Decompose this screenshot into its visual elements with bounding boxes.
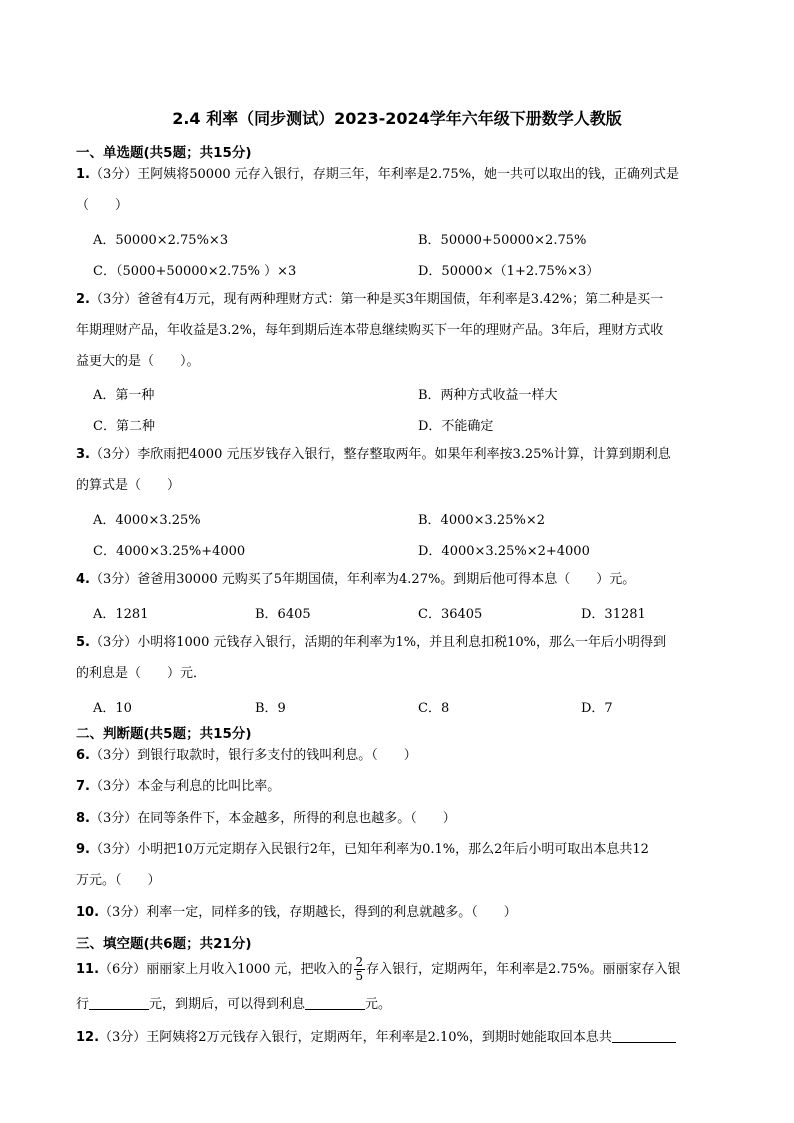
question-number: 12. xyxy=(76,1030,100,1045)
fraction xyxy=(354,956,366,983)
question-text: （3分）王阿姨将50000 元存入银行，存期三年，年利率是2.75%，她一共可以取出的钱，正确列式是 xyxy=(89,167,680,182)
question-number: 11. xyxy=(76,962,100,977)
option-b[interactable]: B．6405 xyxy=(255,607,311,622)
option-c[interactable]: C．36405 xyxy=(418,607,483,622)
question-4 xyxy=(76,564,742,595)
section-heading-true-false: 二、判断题(共5题；共15分) xyxy=(76,726,252,742)
option-c[interactable]: C．8 xyxy=(418,701,450,716)
question-8 xyxy=(76,803,742,834)
question-text: 万元。（ ） xyxy=(76,873,161,888)
question-text: （ ） xyxy=(76,198,129,213)
question-number: 8. xyxy=(76,811,90,826)
question-text: （3分）爸爸用30000 元购买了5年期国债，年利率为4.27%。到期后他可得本息（ ）元。 xyxy=(89,572,636,587)
question-text: （3分）爸爸有4万元，现有两种理财方式：第一种是买3年期国债，年利率是3.42%；第二种是买一 xyxy=(89,292,664,307)
option-a[interactable]: A．4000×3.25% xyxy=(93,513,201,528)
fraction-denominator: 5 xyxy=(355,969,364,983)
option-a[interactable]: A．50000×2.75%×3 xyxy=(93,233,229,248)
option-b[interactable]: B．4000×3.25%×2 xyxy=(418,513,545,528)
question-number: 1. xyxy=(76,167,90,182)
question-9 xyxy=(76,834,742,896)
fraction-numerator: 2 xyxy=(355,955,364,969)
question-text: （3分）小明把10万元定期存入民银行2年，已知年利率为0.1%，那么2年后小明可取出本息共12 xyxy=(89,842,649,857)
question-number: 9. xyxy=(76,842,90,857)
question-3 xyxy=(76,439,742,501)
question-7 xyxy=(76,771,742,802)
question-text: 的利息是（ ）元． xyxy=(76,666,207,681)
question-number: 3. xyxy=(76,447,90,462)
section-heading-single-choice: 一、单选题(共5题；共15分) xyxy=(76,145,252,161)
question-number: 5. xyxy=(76,635,90,650)
question-text: 元，到期后，可以得到利息 xyxy=(149,997,306,1012)
question-text: （3分）利率一定，同样多的钱，存期越长，得到的利息就越多。（ ） xyxy=(99,905,517,920)
question-5 xyxy=(76,627,742,689)
option-a[interactable]: A．1281 xyxy=(93,607,149,622)
option-b[interactable]: B．50000+50000×2.75% xyxy=(418,233,587,248)
answer-blank[interactable] xyxy=(612,1028,676,1043)
question-number: 2. xyxy=(76,292,90,307)
option-d[interactable]: D．31281 xyxy=(581,607,646,622)
question-1 xyxy=(76,159,742,221)
question-2 xyxy=(76,284,742,377)
question-11 xyxy=(76,954,742,1020)
answer-blank[interactable] xyxy=(305,995,365,1010)
section-heading-fill-blank: 三、填空题(共6题；共21分) xyxy=(76,936,252,952)
option-d[interactable]: D．50000×（1+2.75%×3） xyxy=(418,264,600,279)
question-text: （6分）丽丽家上月收入1000 元，把收入的 xyxy=(99,962,353,977)
question-text: 的算式是（ ） xyxy=(76,478,181,493)
question-text: （3分）小明将1000 元钱存入银行，活期的年利率为1%，并且利息扣税10%，那么一年后小明得到 xyxy=(89,635,666,650)
option-a[interactable]: A．第一种 xyxy=(93,388,155,403)
question-number: 4. xyxy=(76,572,90,587)
question-number: 6. xyxy=(76,748,90,763)
option-b[interactable]: B．9 xyxy=(255,701,286,716)
option-d[interactable]: D．7 xyxy=(581,701,613,716)
option-c[interactable]: C．4000×3.25%+4000 xyxy=(93,544,246,559)
option-c[interactable]: C．第二种 xyxy=(93,419,155,434)
option-d[interactable]: D．不能确定 xyxy=(418,419,494,434)
question-6 xyxy=(76,740,742,771)
option-b[interactable]: B．两种方式收益一样大 xyxy=(418,388,558,403)
question-number: 7. xyxy=(76,779,90,794)
option-d[interactable]: D．4000×3.25%×2+4000 xyxy=(418,544,590,559)
question-text: （3分）王阿姨将2万元钱存入银行，定期两年，年利率是2.10%，到期时她能取回本息共 xyxy=(99,1030,612,1045)
question-10 xyxy=(76,897,742,928)
question-text: 益更大的是（ ）。 xyxy=(76,354,200,369)
question-number: 10. xyxy=(76,905,100,920)
question-text: （3分）李欣雨把4000 元压岁钱存入银行，整存整取两年。如果年利率按3.25%计算，计算到期利息 xyxy=(89,447,671,462)
question-text: （3分）在同等条件下，本金越多，所得的利息也越多。（ ） xyxy=(89,811,456,826)
question-text: 行 xyxy=(76,997,90,1012)
question-text: 年期理财产品，年收益是3.2%，每年到期后连本带息继续购买下一年的理财产品。3年后，理财方式收 xyxy=(76,323,664,338)
question-text: （3分）本金与利息的比叫比率。 xyxy=(89,779,281,794)
question-text: 存入银行，定期两年，年利率是2.75%。丽丽家存入银 xyxy=(366,962,681,977)
question-12 xyxy=(76,1022,742,1053)
answer-blank[interactable] xyxy=(89,995,149,1010)
question-text: （3分）到银行取款时，银行多支付的钱叫利息。（ ） xyxy=(89,748,417,763)
document-title: 2.4 利率（同步测试）2023-2024学年六年级下册数学人教版 xyxy=(172,109,622,128)
question-text: 元。 xyxy=(365,997,392,1012)
option-a[interactable]: A．10 xyxy=(93,701,132,716)
option-c[interactable]: C．（5000+50000×2.75% ）×3 xyxy=(93,264,297,279)
